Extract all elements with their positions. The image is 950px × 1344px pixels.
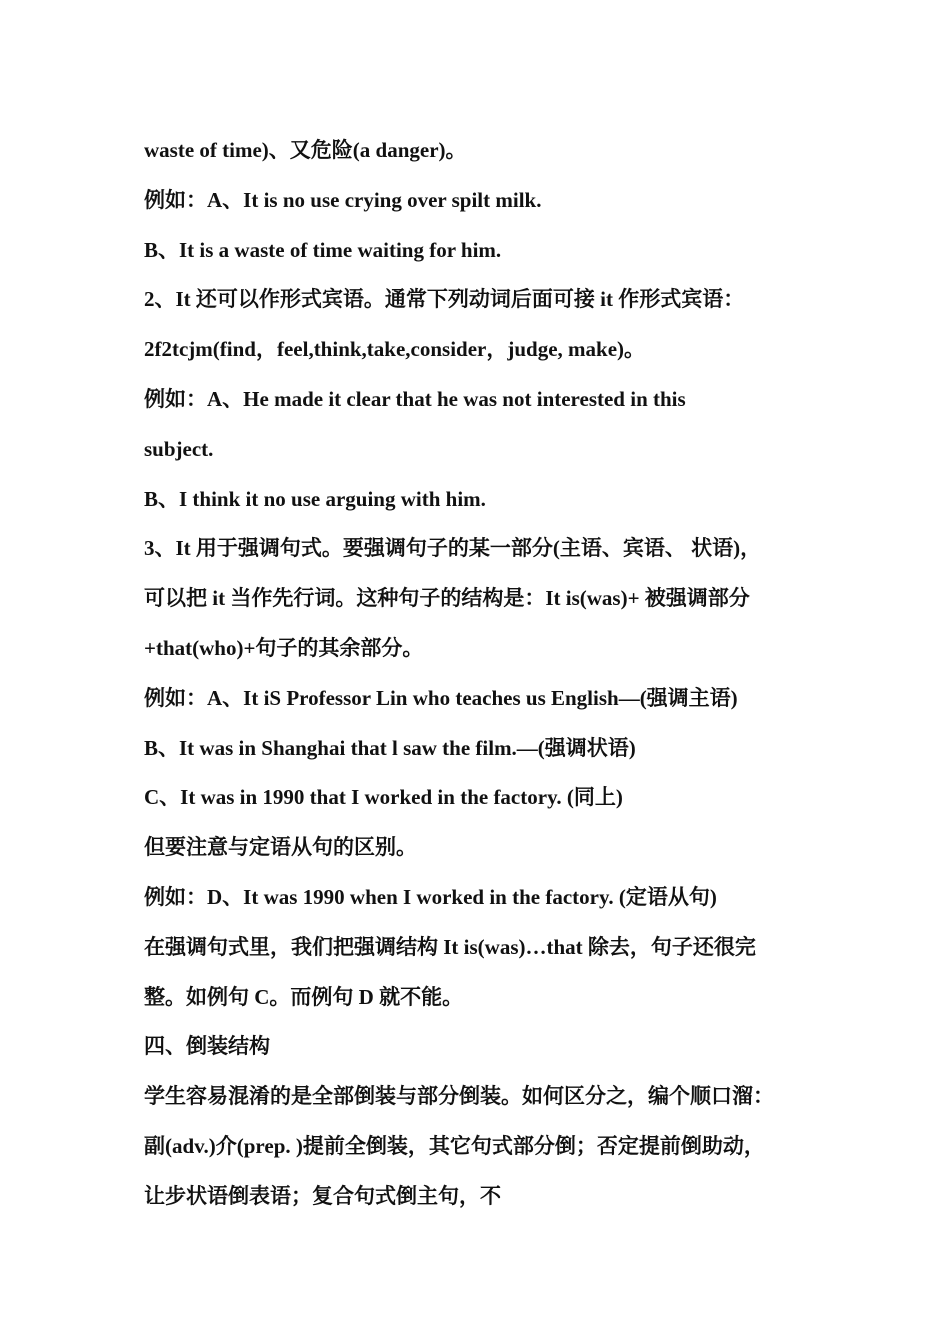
text-line: 例如：D、It was 1990 when I worked in the factory. (定语从句) xyxy=(144,884,717,909)
text-line: subject. xyxy=(144,436,214,461)
text-line: 整。如例句 C。而例句 D 就不能。 xyxy=(144,984,464,1009)
text-line: 学生容易混淆的是全部倒装与部分倒装。如何区分之，编个顺口溜： xyxy=(144,1084,774,1109)
text-line: 例如：A、It is no use crying over spilt milk. xyxy=(144,187,542,212)
text-line: 例如：A、He made it clear that he was not interested in this xyxy=(144,386,686,411)
text-line: 2f2tcjm(find，feel,think,take,consider，judge, make)。 xyxy=(144,337,646,362)
text-line: 但要注意与定语从句的区别。 xyxy=(144,835,417,860)
text-line: B、It is a waste of time waiting for him. xyxy=(144,237,502,262)
section-heading: 四、倒装结构 xyxy=(144,1034,270,1059)
text-line: 例如：A、It iS Professor Lin who teaches us English—(强调主语) xyxy=(144,685,738,710)
text-line: B、I think it no use arguing with him. xyxy=(144,486,486,511)
document-body xyxy=(144,126,824,1222)
text-line: B、It was in Shanghai that l saw the film.—(强调状语) xyxy=(144,735,636,760)
text-line: +that(who)+句子的其余部分。 xyxy=(144,635,424,660)
text-line: 2、It 还可以作形式宾语。通常下列动词后面可接 it 作形式宾语： xyxy=(144,287,745,312)
text-line: C、It was in 1990 that I worked in the factory. (同上) xyxy=(144,785,623,810)
text-line: waste of time)、又危险(a danger)。 xyxy=(144,138,467,162)
text-line: 在强调句式里，我们把强调结构 It is(was)…that 除去，句子还很完 xyxy=(144,934,756,959)
text-line: 副(adv.)介(prep. )提前全倒装，其它句式部分倒；否定提前倒助动， xyxy=(144,1133,765,1158)
text-line: 3、It 用于强调句式。要强调句子的某一部分(主语、宾语、 状语)， xyxy=(144,536,762,561)
text-line: 让步状语倒表语；复合句式倒主句，不 xyxy=(144,1183,501,1208)
text-line: 可以把 it 当作先行词。这种句子的结构是：It is(was)+ 被强调部分 xyxy=(144,586,750,611)
